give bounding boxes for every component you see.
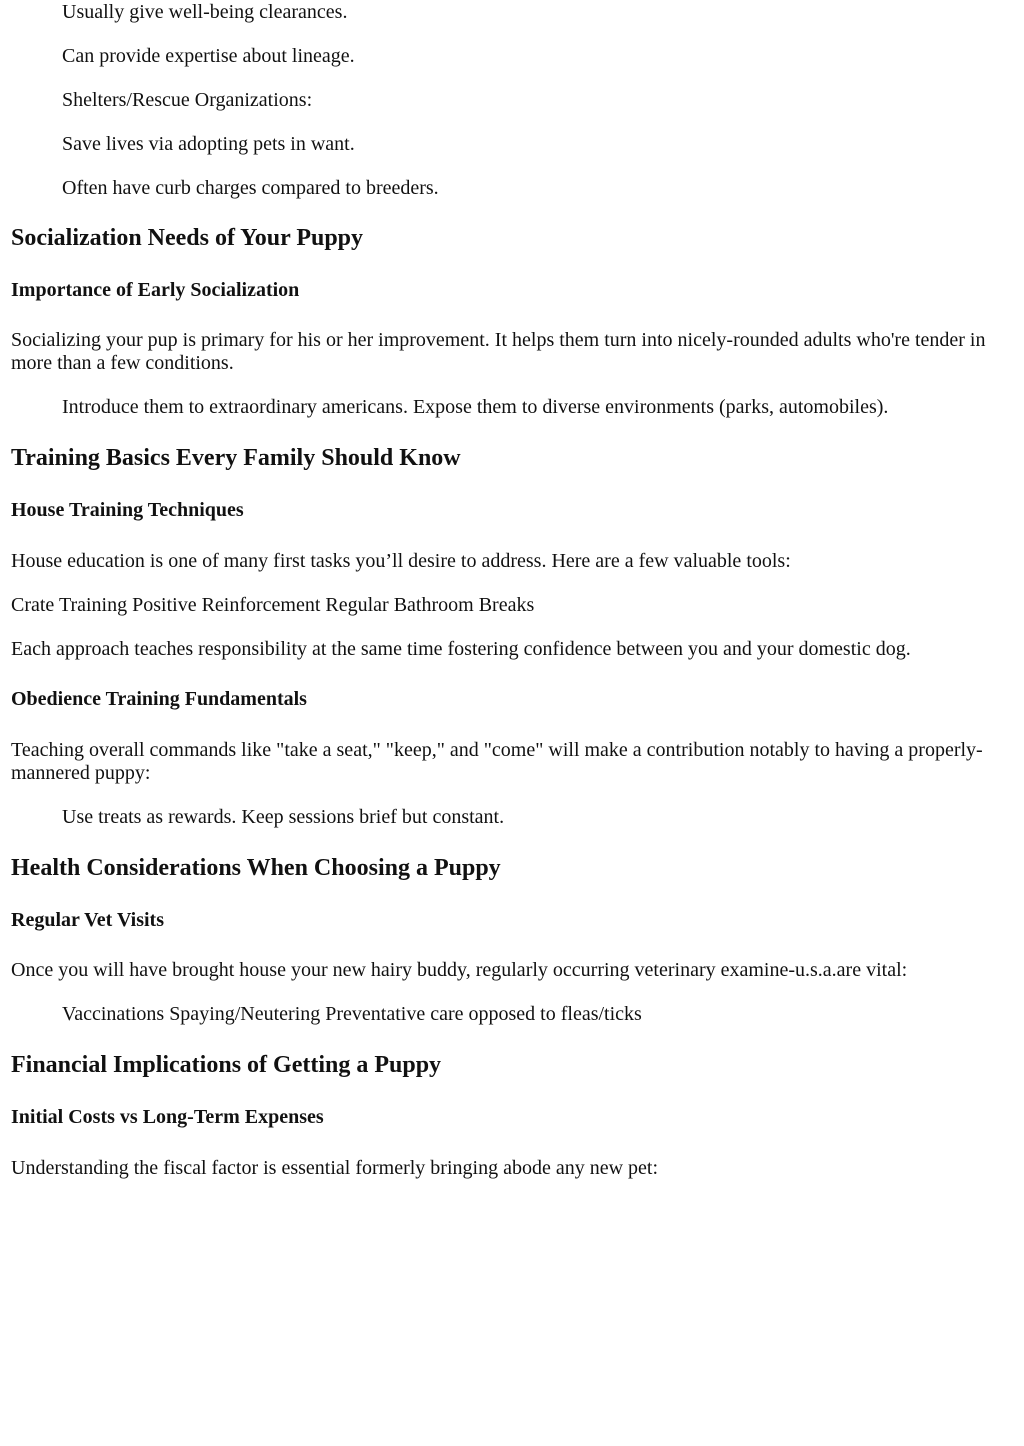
subheading-costs: Initial Costs vs Long-Term Expenses	[11, 1106, 324, 1128]
indented-health: Vaccinations Spaying/Neutering Preventative care opposed to fleas/ticks	[62, 1003, 642, 1025]
subheading-vet-visits: Regular Vet Visits	[11, 909, 164, 931]
subheading-house-training: House Training Techniques	[11, 499, 244, 521]
list-item: Usually give well-being clearances.	[62, 1, 348, 23]
paragraph-vet-visits: Once you will have brought house your new hairy buddy, regularly occurring veterinary examine-u.s.a.are vital:	[11, 959, 908, 981]
paragraph-obedience: Teaching overall commands like "take a seat," "keep," and "come" will make a contribution notably to having a properly-mannered puppy:	[11, 739, 983, 784]
section-heading-financial: Financial Implications of Getting a Puppy	[11, 1052, 442, 1078]
paragraph-house-training: House education is one of many first tasks you’ll desire to address. Here are a few valuable tools:	[11, 550, 791, 572]
paragraph-socialization: Socializing your pup is primary for his or her improvement. It helps them turn into nicely-rounded adults who're tender in more than a few conditions.	[11, 329, 986, 374]
paragraph-approach: Each approach teaches responsibility at the same time fostering confidence between you and your domestic dog.	[11, 638, 911, 660]
section-heading-health: Health Considerations When Choosing a Puppy	[11, 855, 501, 881]
section-heading-socialization: Socialization Needs of Your Puppy	[11, 225, 364, 251]
subheading-early-socialization: Importance of Early Socialization	[11, 279, 300, 301]
indented-socialization: Introduce them to extraordinary americans. Expose them to diverse environments (parks, automobiles).	[62, 396, 889, 418]
list-item: Save lives via adopting pets in want.	[62, 133, 355, 155]
list-item: Shelters/Rescue Organizations:	[62, 89, 313, 111]
list-item: Often have curb charges compared to breeders.	[62, 177, 439, 199]
section-heading-training: Training Basics Every Family Should Know	[11, 445, 461, 471]
subheading-obedience: Obedience Training Fundamentals	[11, 688, 307, 710]
paragraph-financial: Understanding the fiscal factor is essential formerly bringing abode any new pet:	[11, 1157, 659, 1179]
indented-obedience: Use treats as rewards. Keep sessions brief but constant.	[62, 806, 505, 828]
list-item: Can provide expertise about lineage.	[62, 45, 355, 67]
tools-list: Crate Training Positive Reinforcement Regular Bathroom Breaks	[11, 594, 535, 616]
